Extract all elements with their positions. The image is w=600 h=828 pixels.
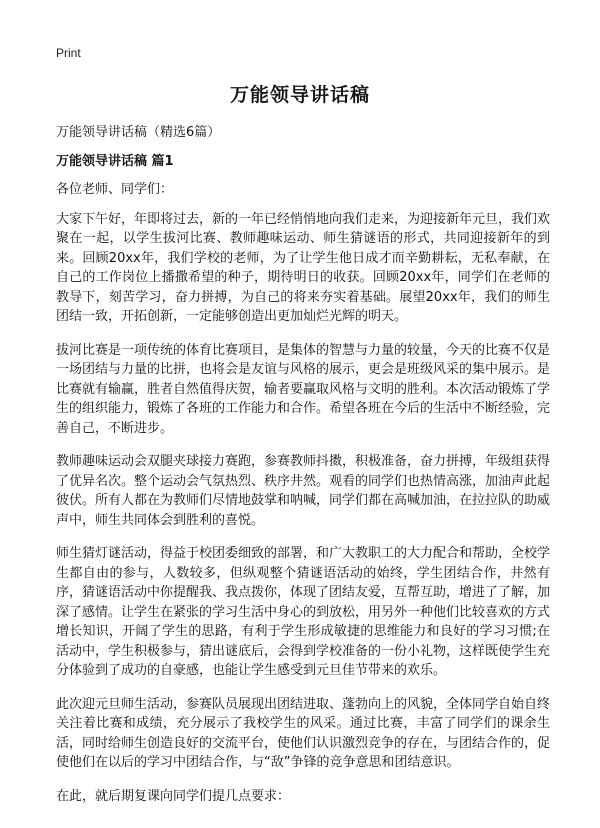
paragraph-3: 教师趣味运动会双腿夹球接力赛跑，参赛教师抖擞，积极准备，奋力拼搏，年级组获得了优异名次。整个运动会气氛热烈、秩序井然。观看的同学们也热情高涨，加油声此起彼伏。所有人都在为教师们尽情地鼓掌和呐喊，同学们都在高喊加油，在拉拉队的助威声中，师生共同体会到胜利的喜悦。 [56, 454, 551, 528]
paragraph-2: 拔河比赛是一项传统的体育比赛项目，是集体的智慧与力量的较量，今天的比赛不仅是一场团结与力量的比拼，也将会是友谊与风格的展示，更会是班级风采的集中展示。是比赛就有输赢，胜者自然值得庆贺，输者要赢取风格与文明的胜利。本次活动锻炼了学生的组织能力，锻炼了各班的工作能力和合作。希望各班在今后的生活中不断经验，完善自己，不断进步。 [56, 342, 551, 436]
paragraph-4: 师生猜灯谜活动，得益于校团委细致的部署，和广大教职工的大力配合和帮助，全校学生都自由的参与，人数较多，但纵观整个猜谜语活动的始终，学生团结合作，井然有序，猜谜语活动中你提醒我、我点拨你，体现了团结友爱，互帮互助，增进了了解，加深了感情。让学生在紧张的学习生活中身心的到放松，用另外一种他们比较喜欢的方式增长知识，开阔了学生的思路，有利于学生形成敏捷的思维能力和良好的学习习惯;在活动中，学生积极参与，猜出谜底后，会得到学校准备的一份小礼物，这样既使学生充分体验到了成功的自豪感，也能让学生感受到元旦佳节带来的欢乐。 [56, 546, 551, 678]
paragraph-6: 在此，就后期复课向同学们提几点要求： [56, 788, 291, 804]
section-heading: 万能领导讲话稿 篇1 [56, 154, 174, 169]
document-subtitle: 万能领导讲话稿（精选6篇） [56, 125, 221, 140]
document-body [56, 180, 550, 820]
paragraph-5: 此次迎元旦师生活动，参赛队员展现出团结进取、蓬勃向上的风貌，全体同学自始自终关注着比赛和成绩，充分展示了我校学生的风采。通过比赛，丰富了同学们的课余生活，同时给师生创造良好的交流平台，使他们认识激烈竞争的存在，与团结合作的，促使他们在以后的学习中团结合作，与“敌”争锋的竞争意思和团结意识。 [56, 696, 551, 770]
print-link[interactable]: Print [56, 46, 81, 60]
paragraph-1: 大家下午好，年即将过去，新的一年已经悄悄地向我们走来，为迎接新年元旦，我们欢聚在一起，以学生拔河比赛、教师趣味运动、师生猜谜语的形式，共同迎接新年的到来。回顾20xx年，我们学校的老师，为了让学生他日成才而辛勤耕耘，无私奉献，在自己的工作岗位上播撒希望的种子，期待明日的收获。回顾20xx年，同学们在老师的教导下，刻苦学习，奋力拼搏，为自己的将来夯实着基础。展望20xx年，我们的师生团结一致，开拓创新，一定能够创造出更加灿烂光辉的明天。 [56, 211, 551, 324]
page-title: 万能领导讲话稿 [229, 84, 370, 106]
greeting: 各位老师、同学们： [56, 182, 174, 197]
